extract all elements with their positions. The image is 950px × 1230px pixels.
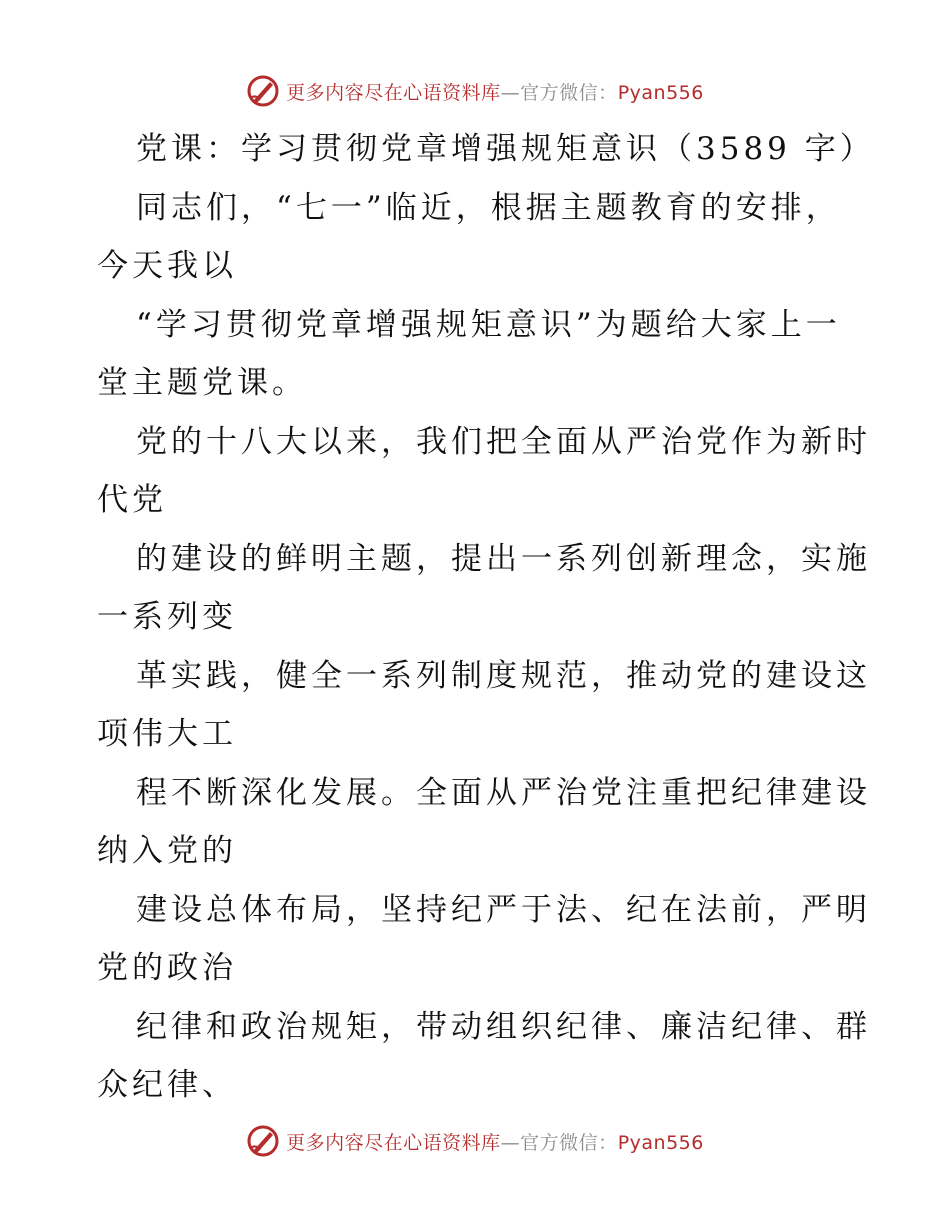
text-line: 革实践，健全一系列制度规范，推动党的建设这 bbox=[136, 657, 871, 694]
text-line: 党的十八大以来，我们把全面从严治党作为新时 bbox=[136, 423, 871, 460]
text-line: 代党 bbox=[97, 482, 167, 518]
banner-wechat-label: 官方微信： bbox=[520, 81, 618, 104]
banner-wechat-label: 官方微信： bbox=[520, 1131, 618, 1154]
text-line: 一系列变 bbox=[97, 599, 237, 635]
banner-separator: — bbox=[500, 81, 521, 104]
text-line: 程不断深化发展。全面从严治党注重把纪律建设 bbox=[136, 774, 871, 811]
banner-wechat-id: Pyan556 bbox=[617, 1131, 704, 1154]
text-line: “学习贯彻党章增强规矩意识”为题给大家上一 bbox=[136, 306, 841, 343]
banner-main-text: 更多内容尽在心语资料库 bbox=[286, 1131, 501, 1154]
text-line: 建设总体布局，坚持纪严于法、纪在法前，严明 bbox=[136, 891, 871, 928]
banner-wechat-id: Pyan556 bbox=[617, 81, 704, 104]
text-line: 项伟大工 bbox=[97, 716, 237, 752]
banner-main-text: 更多内容尽在心语资料库 bbox=[286, 81, 501, 104]
text-line: 堂主题党课。 bbox=[97, 365, 307, 401]
pen-circle-logo-icon bbox=[246, 1124, 280, 1158]
text-line: 同志们，“七一”临近，根据主题教育的安排， bbox=[136, 189, 841, 226]
banner-separator: — bbox=[500, 1131, 521, 1154]
header-banner bbox=[0, 71, 950, 111]
banner-text bbox=[286, 78, 704, 105]
document-body bbox=[97, 120, 875, 1115]
text-line: 纳入党的 bbox=[97, 833, 237, 869]
document-title: 党课：学习贯彻党章增强规矩意识（3589 字） bbox=[136, 131, 875, 167]
pen-circle-logo-icon bbox=[246, 74, 280, 108]
banner-text bbox=[286, 1128, 704, 1155]
text-line: 纪律和政治规矩，带动组织纪律、廉洁纪律、群 bbox=[136, 1008, 871, 1045]
text-line: 今天我以 bbox=[97, 248, 237, 284]
text-line: 党的政治 bbox=[97, 950, 237, 986]
text-line: 众纪律、 bbox=[97, 1067, 237, 1103]
footer-banner bbox=[0, 1121, 950, 1161]
text-line: 的建设的鲜明主题，提出一系列创新理念，实施 bbox=[136, 540, 871, 577]
